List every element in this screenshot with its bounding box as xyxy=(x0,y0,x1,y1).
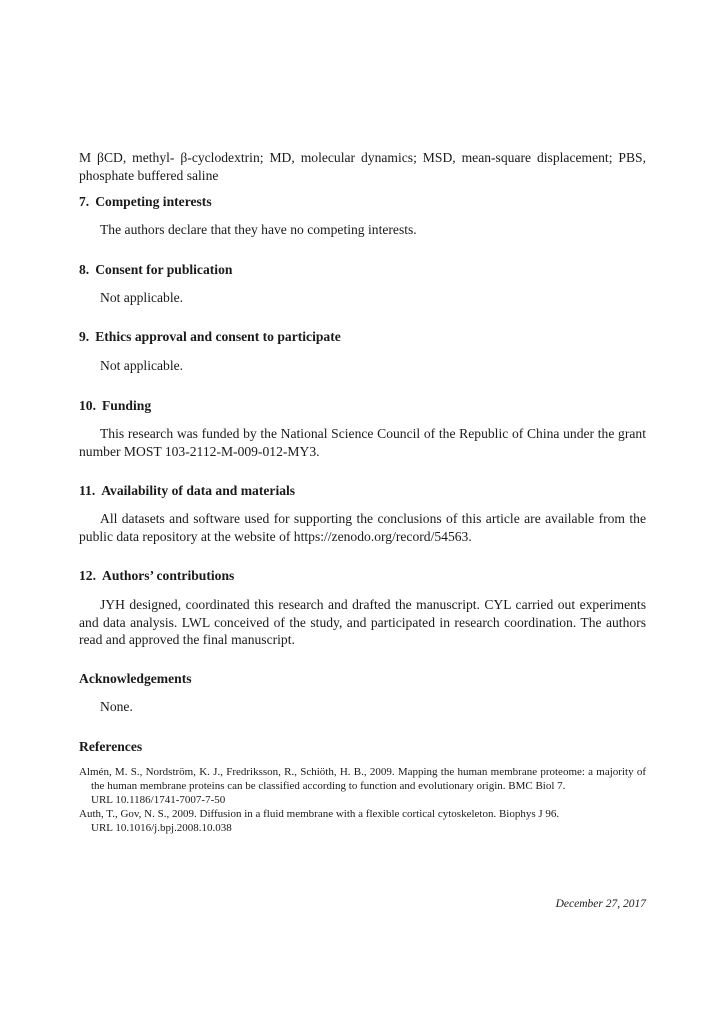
section-title: Authors’ contributions xyxy=(102,568,235,583)
section-heading-competing-interests xyxy=(79,193,212,211)
reference-url[interactable]: URL 10.1016/j.bpj.2008.10.038 xyxy=(91,822,232,834)
section-heading-ethics-approval xyxy=(79,328,341,346)
reference-url[interactable]: URL 10.1186/1741-7007-7-50 xyxy=(91,794,226,806)
footer-date: December 27, 2017 xyxy=(555,898,646,910)
section-number: 7. xyxy=(79,194,90,209)
section-body-consent-for-publication: Not applicable. xyxy=(100,290,184,305)
section-number: 12. xyxy=(79,568,96,583)
section-heading-authors-contributions xyxy=(79,567,234,585)
section-title: Ethics approval and consent to participate xyxy=(95,329,341,344)
section-heading-funding xyxy=(79,397,151,415)
section-title: Consent for publication xyxy=(95,262,233,277)
section-number: 10. xyxy=(79,398,96,413)
reference-item xyxy=(79,807,646,835)
section-title: Competing interests xyxy=(95,194,212,209)
section-title: Availability of data and materials xyxy=(101,483,296,498)
acknowledgements-body: None. xyxy=(100,699,133,714)
section-heading-consent-for-publication xyxy=(79,261,232,279)
reference-item xyxy=(79,765,646,807)
section-heading-availability-of-data xyxy=(79,482,295,500)
section-body-ethics-approval: Not applicable. xyxy=(100,358,184,373)
section-title: Funding xyxy=(102,398,152,413)
section-number: 9. xyxy=(79,329,90,344)
section-body-availability-of-data: All datasets and software used for supporting the conclusions of this article are available from the public data repository at the website of https://zenodo.org/record/54563. xyxy=(79,511,646,544)
acknowledgements-heading: Acknowledgements xyxy=(79,671,192,686)
section-body-authors-contributions: JYH designed, coordinated this research and drafted the manuscript. CYL carried out experiments and data analysis. LWL conceived of the study, and participated in research coordination. The authors read and approved the final manuscript. xyxy=(79,597,646,647)
references-list xyxy=(79,765,646,835)
section-body-funding: This research was funded by the National Science Council of the Republic of China under the grant number MOST 103-2112-M-009-012-MY3. xyxy=(79,426,646,459)
reference-text: Auth, T., Gov, N. S., 2009. Diffusion in a fluid membrane with a flexible cortical cytoskeleton. Biophys J 96. xyxy=(79,808,560,820)
reference-text: Almén, M. S., Nordström, K. J., Fredriksson, R., Schiöth, H. B., 2009. Mapping the human membrane proteome: a majority of the human membrane proteins can be classified according to function and evolutionary origin. BMC Biol 7. xyxy=(79,766,646,792)
references-heading: References xyxy=(79,739,143,754)
section-number: 11. xyxy=(79,483,96,498)
section-body-competing-interests: The authors declare that they have no competing interests. xyxy=(100,222,417,237)
section-number: 8. xyxy=(79,262,90,277)
abbreviations-paragraph: M βCD, methyl- β-cyclodextrin; MD, molecular dynamics; MSD, mean-square displacement; PBS, phosphate buffered saline xyxy=(79,149,646,183)
